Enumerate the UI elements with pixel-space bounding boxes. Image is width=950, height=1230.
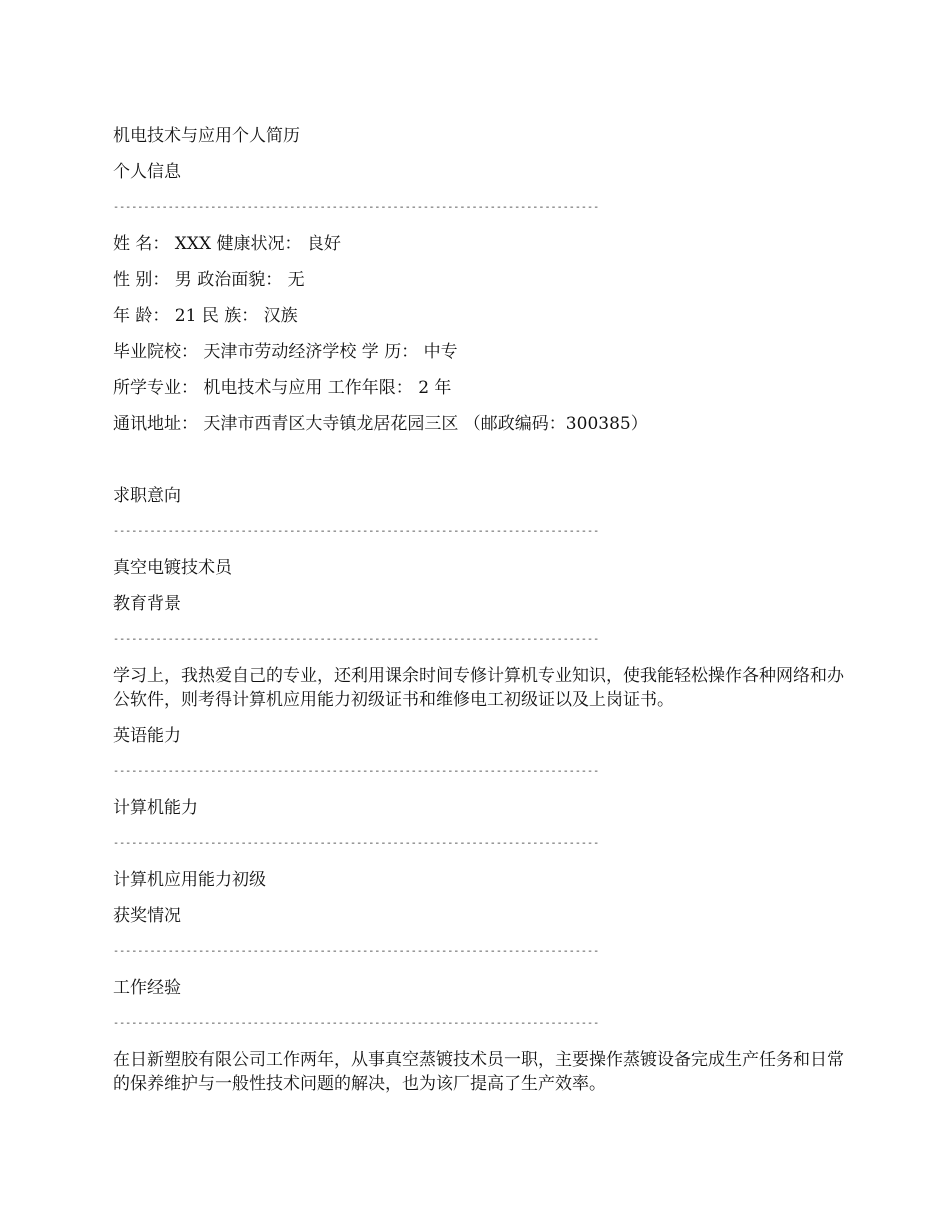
info-row-address: 通讯地址： 天津市西青区大寺镇龙居花园三区 （邮政编码：300385）	[113, 414, 648, 434]
section-heading-education: 教育背景	[113, 594, 181, 614]
objective-content: 真空电镀技术员	[113, 558, 232, 578]
section-heading-personal: 个人信息	[113, 162, 181, 182]
section-heading-experience: 工作经验	[113, 978, 181, 998]
divider: --------------------------------------------------------------------------------	[113, 202, 600, 213]
document-title: 机电技术与应用个人简历	[113, 126, 300, 146]
divider: --------------------------------------------------------------------------------	[113, 946, 600, 957]
info-row-age: 年 龄： 21 民 族： 汉族	[113, 306, 298, 326]
info-row-gender: 性 别： 男 政治面貌： 无	[113, 270, 305, 290]
experience-content: 在日新塑胶有限公司工作两年，从事真空蒸镀技术员一职，主要操作蒸镀设备完成生产任务和日常的保养维护与一般性技术问题的解决，也为该厂提高了生产效率。	[113, 1050, 844, 1094]
info-row-major: 所学专业： 机电技术与应用 工作年限： 2 年	[113, 378, 452, 398]
section-heading-objective: 求职意向	[113, 486, 181, 506]
spacer	[113, 442, 853, 478]
info-row-school: 毕业院校： 天津市劳动经济学校 学 历： 中专	[113, 342, 458, 362]
education-content: 学习上，我热爱自己的专业，还利用课余时间专修计算机专业知识，使我能轻松操作各种网络和办公软件，则考得计算机应用能力初级证书和维修电工初级证以及上岗证书。	[113, 666, 844, 710]
info-row-name: 姓 名： XXX 健康状况： 良好	[113, 234, 341, 254]
section-heading-awards: 获奖情况	[113, 906, 181, 926]
divider: --------------------------------------------------------------------------------	[113, 1018, 600, 1029]
divider: --------------------------------------------------------------------------------	[113, 766, 600, 777]
computer-content: 计算机应用能力初级	[113, 870, 266, 890]
divider: --------------------------------------------------------------------------------	[113, 526, 600, 537]
resume-document	[113, 118, 853, 1102]
divider: --------------------------------------------------------------------------------	[113, 838, 600, 849]
divider: --------------------------------------------------------------------------------	[113, 634, 600, 645]
section-heading-english: 英语能力	[113, 726, 181, 746]
section-heading-computer: 计算机能力	[113, 798, 198, 818]
